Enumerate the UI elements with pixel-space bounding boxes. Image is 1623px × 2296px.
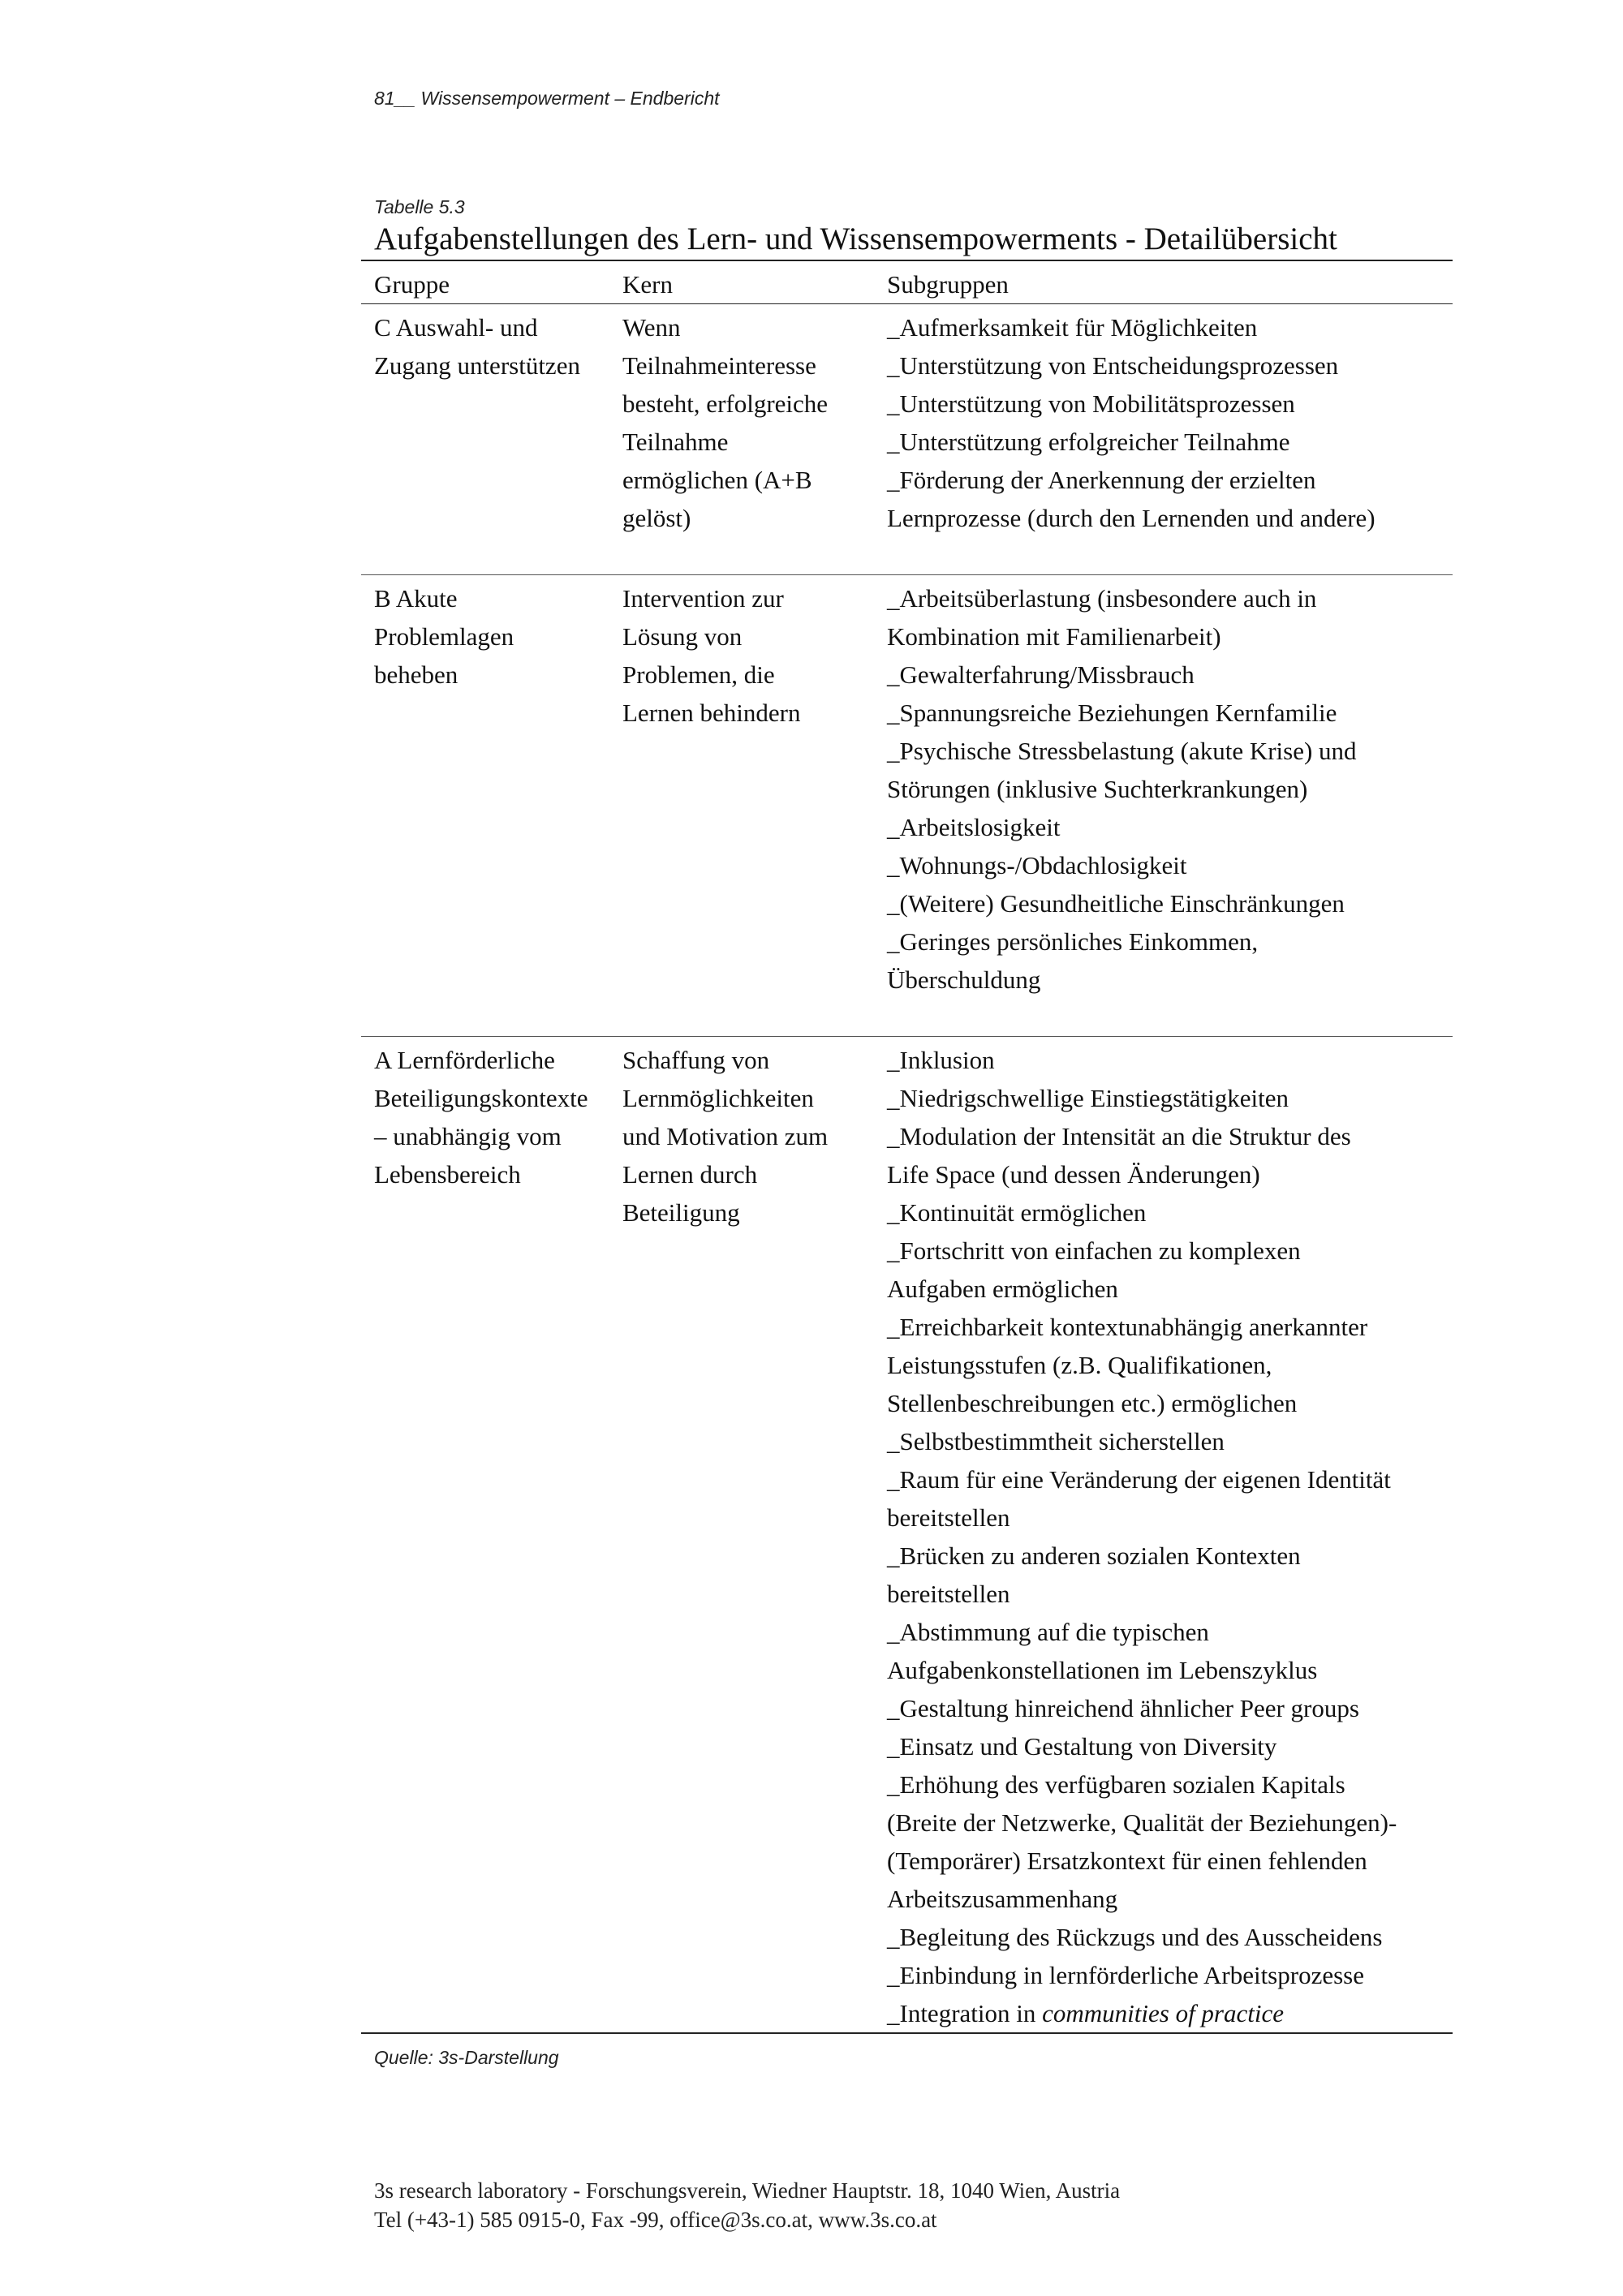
cell-line: Lernen behindern [622, 699, 801, 727]
cell-line: Kombination mit Familienarbeit) [887, 622, 1221, 651]
cell-line: bereitstellen [887, 1503, 1010, 1532]
cell-line: _Wohnungs-/Obdachlosigkeit [887, 851, 1187, 879]
cell-line: Lösung von [622, 622, 743, 651]
cell-line: _Gewalterfahrung/Missbrauch [887, 660, 1195, 689]
cell-kern [609, 575, 874, 1037]
cell-line: A Lernförderliche [374, 1046, 555, 1074]
communities-of-practice-term: communities of practice [1042, 1999, 1285, 2027]
cell-line: Schaffung von [622, 1046, 770, 1074]
cell-line: _Selbstbestimmtheit sicherstellen [887, 1427, 1225, 1455]
cell-line: _(Weitere) Gesundheitliche Einschränkungen [887, 889, 1345, 918]
table-header-row [361, 260, 1453, 304]
cell-line: und Motivation zum [622, 1122, 829, 1150]
cell-line: _Kontinuität ermöglichen [887, 1198, 1147, 1227]
cell-line: _Förderung der Anerkennung der erzielten [887, 466, 1316, 494]
cell-line: (Temporärer) Ersatzkontext für einen fehlenden [887, 1847, 1367, 1875]
cell-gruppe [361, 304, 609, 575]
cell-line: _Psychische Stressbelastung (akute Krise) und [887, 737, 1357, 765]
cell-line: _Begleitung des Rückzugs und des Ausscheidens [887, 1923, 1383, 1951]
cell-line: Teilnahmeinteresse [622, 351, 816, 380]
cell-line: _Einbindung in lernförderliche Arbeitsprozesse [887, 1961, 1364, 1989]
cell-line: Problemen, die [622, 660, 775, 689]
cell-line: Überschuldung [887, 965, 1041, 994]
cell-line: _Einsatz und Gestaltung von Diversity [887, 1732, 1277, 1761]
cell-subgruppen [874, 1037, 1453, 2034]
cell-gruppe [361, 1037, 609, 2034]
task-table [361, 260, 1453, 2034]
cell-line: B Akute [374, 584, 458, 613]
cell-line: Aufgaben ermöglichen [887, 1275, 1118, 1303]
cell-line-last [887, 1994, 1453, 2032]
cell-line: _Geringes persönliches Einkommen, [887, 927, 1259, 956]
cell-line: _Modulation der Intensität an die Struktur des [887, 1122, 1351, 1150]
page-footer [374, 2176, 1120, 2234]
column-header-kern: Kern [622, 270, 673, 299]
cell-line: Aufgabenkonstellationen im Lebenszyklus [887, 1656, 1318, 1684]
cell-line: ermöglichen (A+B [622, 466, 812, 494]
cell-line: beheben [374, 660, 458, 689]
cell-line: _Arbeitsüberlastung (insbesondere auch in [887, 584, 1317, 613]
cell-line: Lebensbereich [374, 1160, 521, 1189]
cell-line: _Aufmerksamkeit für Möglichkeiten [887, 313, 1258, 342]
cell-line: Zugang unterstützen [374, 351, 580, 380]
cell-line: _Unterstützung von Mobilitätsprozessen [887, 389, 1295, 418]
column-header-subgruppen: Subgruppen [887, 270, 1009, 299]
cell-line: (Breite der Netzwerke, Qualität der Beziehungen)- [887, 1808, 1397, 1837]
table-row-b [361, 575, 1453, 1037]
cell-line: Arbeitszusammenhang [887, 1885, 1118, 1913]
cell-line: Beteiligung [622, 1198, 740, 1227]
cell-line: _Fortschritt von einfachen zu komplexen [887, 1236, 1301, 1265]
cell-line: besteht, erfolgreiche [622, 389, 829, 418]
cell-line: _Raum für eine Veränderung der eigenen Identität [887, 1465, 1391, 1494]
cell-line: _Erreichbarkeit kontextunabhängig anerkannter [887, 1313, 1368, 1341]
column-header-gruppe: Gruppe [374, 270, 450, 299]
cell-line: Beteiligungskontexte [374, 1084, 588, 1112]
cell-line: bereitstellen [887, 1580, 1010, 1608]
cell-line: _Abstimmung auf die typischen [887, 1618, 1209, 1646]
cell-line: – unabhängig vom [374, 1122, 562, 1150]
cell-subgruppen [874, 575, 1453, 1037]
cell-gruppe [361, 575, 609, 1037]
footer-contact: Tel (+43-1) 585 0915-0, Fax -99, office@3s.co.at, www.3s.co.at [374, 2208, 937, 2232]
table-title: Aufgabenstellungen des Lern- und Wissensempowerments - Detailübersicht [374, 221, 1337, 256]
cell-line: Intervention zur [622, 584, 784, 613]
cell-line: _Unterstützung erfolgreicher Teilnahme [887, 428, 1290, 456]
cell-line: _Arbeitslosigkeit [887, 813, 1061, 841]
cell-line: _Erhöhung des verfügbaren sozialen Kapitals [887, 1770, 1345, 1799]
cell-kern [609, 1037, 874, 2034]
cell-line: Leistungsstufen (z.B. Qualifikationen, [887, 1351, 1272, 1379]
source-note: Quelle: 3s-Darstellung [374, 2047, 559, 2068]
cell-line: Problemlagen [374, 622, 514, 651]
cell-line: gelöst) [622, 504, 691, 532]
running-header: 81__ Wissensempowerment – Endbericht [374, 88, 720, 109]
cell-line: Lernprozesse (durch den Lernenden und andere) [887, 504, 1375, 532]
cell-line: _Unterstützung von Entscheidungsprozessen [887, 351, 1339, 380]
cell-line: Wenn [622, 313, 681, 342]
cell-line: C Auswahl- und [374, 313, 538, 342]
table-row-a [361, 1037, 1453, 2034]
integration-prefix: _Integration in [887, 1999, 1043, 2027]
cell-line: Teilnahme [622, 428, 729, 456]
cell-line: Störungen (inklusive Suchterkrankungen) [887, 775, 1308, 803]
footer-address: 3s research laboratory - Forschungsverein, Wiedner Hauptstr. 18, 1040 Wien, Austria [374, 2178, 1121, 2203]
cell-subgruppen [874, 304, 1453, 575]
cell-line: _Niedrigschwellige Einstiegstätigkeiten [887, 1084, 1289, 1112]
cell-line: Lernen durch [622, 1160, 758, 1189]
cell-line: Life Space (und dessen Änderungen) [887, 1160, 1260, 1189]
table-row-c [361, 304, 1453, 575]
cell-line: _Inklusion [887, 1046, 995, 1074]
table-label: Tabelle 5.3 [374, 196, 465, 217]
cell-line: Stellenbeschreibungen etc.) ermöglichen [887, 1389, 1298, 1417]
cell-line: _Gestaltung hinreichend ähnlicher Peer groups [887, 1694, 1359, 1722]
cell-kern [609, 304, 874, 575]
cell-line: _Spannungsreiche Beziehungen Kernfamilie [887, 699, 1337, 727]
cell-line: _Brücken zu anderen sozialen Kontexten [887, 1541, 1301, 1570]
cell-line: Lernmöglichkeiten [622, 1084, 814, 1112]
